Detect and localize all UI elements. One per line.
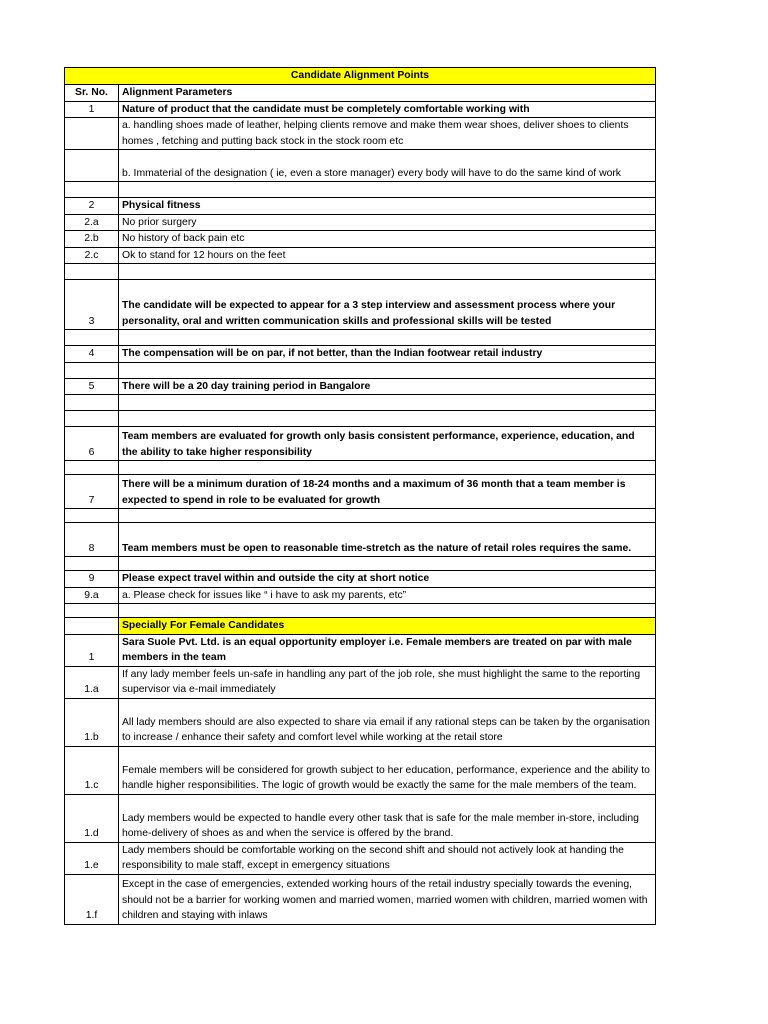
table-row	[65, 346, 656, 363]
parameter-cell: No prior surgery	[119, 214, 656, 231]
table-title: Candidate Alignment Points	[65, 68, 656, 85]
table-row	[65, 557, 656, 571]
sr-cell: 2.b	[65, 231, 119, 248]
sr-cell	[65, 182, 119, 198]
table-row	[65, 395, 656, 411]
table-row	[65, 198, 656, 215]
sr-cell	[65, 461, 119, 475]
parameter-cell: Ok to stand for 12 hours on the feet	[119, 247, 656, 264]
parameter-cell: Team members must be open to reasonable time-stretch as the nature of retail roles requires the same.	[119, 523, 656, 557]
sr-cell	[65, 150, 119, 182]
parameter-cell	[119, 395, 656, 411]
sr-cell	[65, 618, 119, 635]
table-row	[65, 618, 656, 635]
parameter-cell	[119, 461, 656, 475]
sr-cell: 1.b	[65, 698, 119, 746]
sr-cell	[65, 557, 119, 571]
sr-cell: 3	[65, 280, 119, 330]
parameter-cell: Nature of product that the candidate must be completely comfortable working with	[119, 101, 656, 118]
header-alignment-parameters: Alignment Parameters	[119, 84, 656, 101]
sr-cell: 1.c	[65, 746, 119, 794]
sr-cell: 1	[65, 101, 119, 118]
table-row	[65, 247, 656, 264]
parameter-cell	[119, 557, 656, 571]
sr-cell: 8	[65, 523, 119, 557]
table-row	[65, 874, 656, 924]
table-row	[65, 150, 656, 182]
table-row	[65, 214, 656, 231]
parameter-cell	[119, 604, 656, 618]
sr-cell: 1.d	[65, 794, 119, 842]
header-sr-no: Sr. No.	[65, 84, 119, 101]
table-row	[65, 461, 656, 475]
parameter-cell: a. Please check for issues like “ i have to ask my parents, etc”	[119, 587, 656, 604]
table-row	[65, 746, 656, 794]
table-row	[65, 330, 656, 346]
table-row	[65, 604, 656, 618]
table-row	[65, 378, 656, 395]
table-row	[65, 698, 656, 746]
table-row	[65, 523, 656, 557]
sr-cell: 6	[65, 427, 119, 461]
sr-cell	[65, 264, 119, 280]
parameter-cell: Lady members should be comfortable working on the second shift and should not actively look at handing the responsibility to male staff, except in emergency situations	[119, 842, 656, 874]
table-row	[65, 362, 656, 378]
parameter-cell: Please expect travel within and outside the city at short notice	[119, 571, 656, 588]
table-row	[65, 427, 656, 461]
title-row	[65, 68, 656, 85]
parameter-cell	[119, 362, 656, 378]
header-row	[65, 84, 656, 101]
sr-cell: 9	[65, 571, 119, 588]
parameter-cell: The compensation will be on par, if not better, than the Indian footwear retail industry	[119, 346, 656, 363]
sr-cell: 5	[65, 378, 119, 395]
parameter-cell: Except in the case of emergencies, extended working hours of the retail industry specially towards the evening, should not be a barrier for working women and married women, married women with children, married women with children and staying with inlaws	[119, 874, 656, 924]
table-row	[65, 666, 656, 698]
table-row	[65, 411, 656, 427]
parameter-cell: No history of back pain etc	[119, 231, 656, 248]
table-row	[65, 842, 656, 874]
parameter-cell: There will be a 20 day training period in Bangalore	[119, 378, 656, 395]
sr-cell: 2.a	[65, 214, 119, 231]
sr-cell	[65, 362, 119, 378]
sr-cell	[65, 411, 119, 427]
parameter-cell: All lady members should are also expected to share via email if any rational steps can be taken by the organisation to increase / enhance their safety and comfort level while working at the retail store	[119, 698, 656, 746]
sr-cell: 1.a	[65, 666, 119, 698]
sr-cell	[65, 395, 119, 411]
sr-cell	[65, 604, 119, 618]
table-row	[65, 101, 656, 118]
parameter-cell: If any lady member feels un-safe in handling any part of the job role, she must highlight the same to the reporting supervisor via e-mail immediately	[119, 666, 656, 698]
parameter-cell	[119, 330, 656, 346]
sr-cell: 2.c	[65, 247, 119, 264]
alignment-points-table	[64, 67, 656, 925]
parameter-cell: Physical fitness	[119, 198, 656, 215]
parameter-cell: Team members are evaluated for growth only basis consistent performance, experience, education, and the ability to take higher responsibility	[119, 427, 656, 461]
table-row	[65, 509, 656, 523]
parameter-cell: b. Immaterial of the designation ( ie, even a store manager) every body will have to do the same kind of work	[119, 150, 656, 182]
parameter-cell: a. handling shoes made of leather, helping clients remove and make them wear shoes, deliver shoes to clients homes , fetching and putting back stock in the stock room etc	[119, 118, 656, 150]
parameter-cell: Sara Suole Pvt. Ltd. is an equal opportunity employer i.e. Female members are treated on par with male members in the team	[119, 634, 656, 666]
table-row	[65, 118, 656, 150]
parameter-cell: Female members will be considered for growth subject to her education, performance, experience and the ability to handle higher responsibilities. The logic of growth would be exactly the same for the male members of the team.	[119, 746, 656, 794]
sr-cell	[65, 509, 119, 523]
sr-cell: 1.e	[65, 842, 119, 874]
table-row	[65, 231, 656, 248]
sr-cell: 9.a	[65, 587, 119, 604]
table-row	[65, 475, 656, 509]
sr-cell	[65, 118, 119, 150]
sr-cell: 1.f	[65, 874, 119, 924]
female-section-heading: Specially For Female Candidates	[119, 618, 656, 635]
parameter-cell	[119, 182, 656, 198]
parameter-cell: Lady members would be expected to handle every other task that is safe for the male member in-store, including home-delivery of shoes as and when the service is offered by the brand.	[119, 794, 656, 842]
sr-cell: 4	[65, 346, 119, 363]
table-row	[65, 571, 656, 588]
parameter-cell: The candidate will be expected to appear for a 3 step interview and assessment process where your personality, oral and written communication skills and professional skills will be tested	[119, 280, 656, 330]
table-row	[65, 182, 656, 198]
table-row	[65, 587, 656, 604]
parameter-cell	[119, 264, 656, 280]
sr-cell: 2	[65, 198, 119, 215]
parameter-cell: There will be a minimum duration of 18-24 months and a maximum of 36 month that a team member is expected to spend in role to be evaluated for growth	[119, 475, 656, 509]
table-row	[65, 264, 656, 280]
parameter-cell	[119, 509, 656, 523]
table-row	[65, 794, 656, 842]
parameter-cell	[119, 411, 656, 427]
sr-cell	[65, 330, 119, 346]
table-row	[65, 280, 656, 330]
sr-cell: 7	[65, 475, 119, 509]
sr-cell: 1	[65, 634, 119, 666]
table-row	[65, 634, 656, 666]
